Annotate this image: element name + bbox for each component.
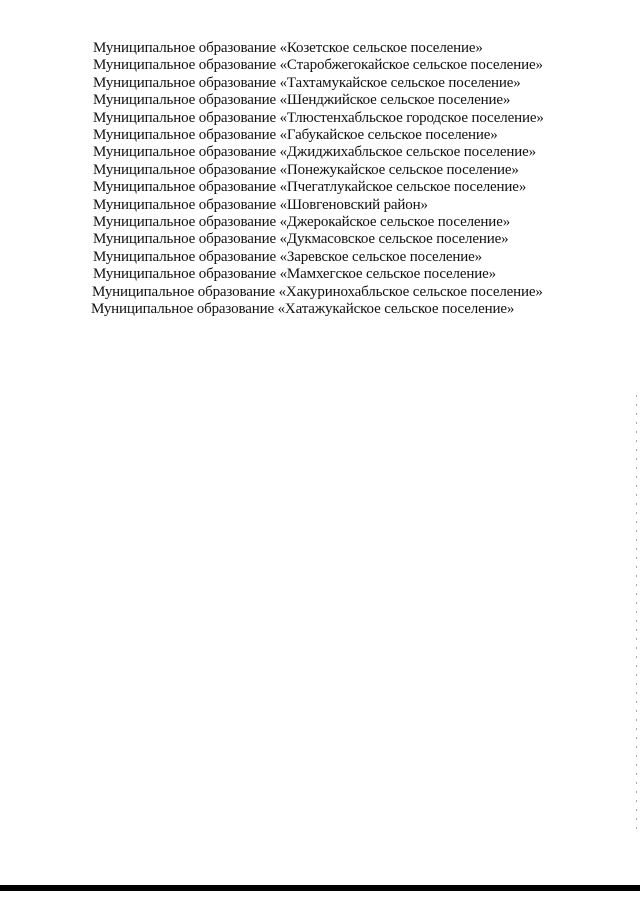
list-item: Муниципальное образование «Тлюстенхабльское городское поселение»: [93, 109, 544, 126]
list-item: Муниципальное образование «Тахтамукайское сельское поселение»: [93, 74, 521, 91]
list-item: Муниципальное образование «Заревское сельское поселение»: [93, 248, 483, 265]
list-item: Муниципальное образование «Старобжегокайское сельское поселение»: [93, 57, 543, 74]
list-item: Муниципальное образование «Мамхегское сельское поселение»: [93, 266, 496, 283]
list-item: Муниципальное образование «Хатажукайское сельское поселение»: [91, 301, 515, 318]
scan-edge-mark: [636, 395, 637, 835]
list-item: Муниципальное образование «Хакуринохабльское сельское поселение»: [92, 283, 543, 300]
list-item: Муниципальное образование «Дукмасовское сельское поселение»: [93, 231, 509, 248]
list-item: Муниципальное образование «Козетское сельское поселение»: [93, 40, 483, 56]
list-item: Муниципальное образование «Пчегатлукайское сельское поселение»: [93, 179, 527, 196]
list-item: Муниципальное образование «Шенджийское сельское поселение»: [93, 92, 511, 109]
list-item: Муниципальное образование «Габукайское сельское поселение»: [93, 127, 498, 144]
list-item: Муниципальное образование «Джиджихабльское сельское поселение»: [93, 144, 536, 161]
list-item: Муниципальное образование «Понежукайское сельское поселение»: [93, 161, 519, 178]
municipality-list: [93, 40, 633, 319]
bottom-border-line: [0, 885, 640, 891]
list-item: Муниципальное образование «Шовгеновский район»: [93, 196, 428, 213]
list-item: Муниципальное образование «Джерокайское сельское поселение»: [93, 214, 511, 231]
